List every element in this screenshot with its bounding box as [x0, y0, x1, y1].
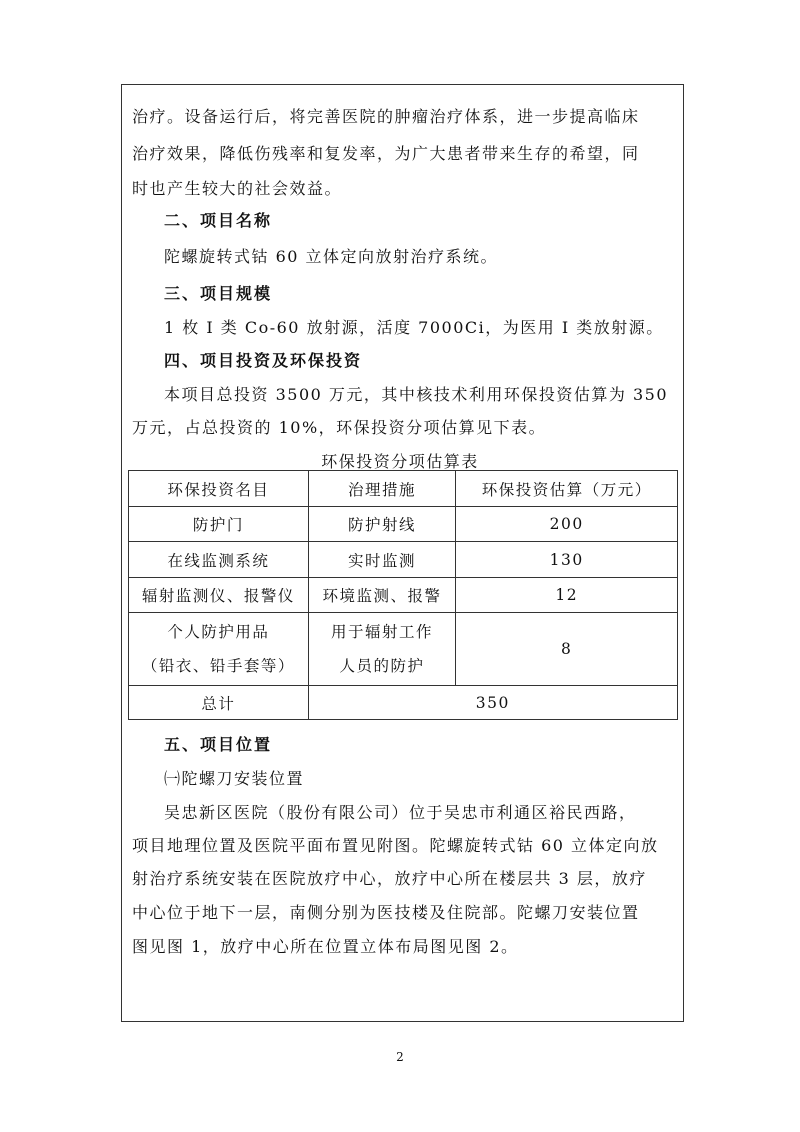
table-cell: 130: [456, 542, 678, 578]
table-row: [129, 542, 678, 578]
section-heading-project-name: 二、项目名称: [164, 211, 273, 230]
table-cell: 200: [456, 507, 678, 542]
table-row: [129, 507, 678, 542]
intro-line-3: 时也产生较大的社会效益。: [132, 179, 343, 198]
table-header-item: 环保投资名目: [129, 471, 309, 507]
table-row: [129, 578, 678, 613]
section-heading-project-scale: 三、项目规模: [164, 284, 273, 303]
section-heading-investment: 四、项目投资及环保投资: [164, 351, 363, 370]
table-total-value: 350: [308, 686, 677, 720]
table-cell-personal-protection: [129, 613, 309, 686]
table-caption: 环保投资分项估算表: [321, 452, 479, 471]
table-total-label: 总计: [129, 686, 309, 720]
cell-line: 个人防护用品: [167, 623, 270, 641]
table-cell-protection-purpose: [308, 613, 456, 686]
project-name-text: 陀螺旋转式钴 60 立体定向放射治疗系统。: [164, 247, 499, 266]
table-row: [129, 613, 678, 686]
table-cell: 12: [456, 578, 678, 613]
investment-line-2: 万元，占总投资的 10%，环保投资分项估算见下表。: [132, 418, 547, 437]
cell-line: 用于辐射工作: [331, 623, 434, 641]
location-line-5: 图见图 1，放疗中心所在位置立体布局图见图 2。: [132, 937, 519, 956]
table-cell: 防护射线: [308, 507, 456, 542]
table-cell: 8: [456, 613, 678, 686]
section-heading-location: 五、项目位置: [164, 735, 273, 754]
table-cell: 实时监测: [308, 542, 456, 578]
cell-line: 人员的防护: [339, 657, 425, 675]
table-cell: 环境监测、报警: [308, 578, 456, 613]
location-line-2: 项目地理位置及医院平面布置见附图。陀螺旋转式钴 60 立体定向放: [132, 836, 659, 855]
intro-line-1: 治疗。设备运行后，将完善医院的肿瘤治疗体系，进一步提高临床: [132, 107, 640, 126]
page-number: 2: [396, 1050, 404, 1064]
table-total-row: [129, 686, 678, 720]
location-line-1: 吴忠新区医院（股份有限公司）位于吴忠市利通区裕民西路，: [164, 803, 637, 822]
table-cell: 辐射监测仪、报警仪: [129, 578, 309, 613]
location-line-4: 中心位于地下一层，南侧分别为医技楼及住院部。陀螺刀安装位置: [132, 903, 640, 922]
location-line-3: 射治疗系统安装在医院放疗中心，放疗中心所在楼层共 3 层，放疗: [132, 869, 647, 888]
table-cell: 在线监测系统: [129, 542, 309, 578]
table-cell: 防护门: [129, 507, 309, 542]
intro-line-2: 治疗效果，降低伤残率和复发率，为广大患者带来生存的希望，同: [132, 144, 640, 163]
table-header-estimate: 环保投资估算（万元）: [456, 471, 678, 507]
investment-table: [128, 470, 678, 720]
location-subheading: ㈠陀螺刀安装位置: [164, 769, 305, 788]
cell-line: （铅衣、铅手套等）: [141, 657, 295, 675]
table-header-measure: 治理措施: [308, 471, 456, 507]
investment-line-1: 本项目总投资 3500 万元，其中核技术利用环保投资估算为 350: [164, 385, 669, 404]
table-header-row: [129, 471, 678, 507]
project-scale-text: 1 枚 I 类 Co-60 放射源，活度 7000Ci，为医用 I 类放射源。: [164, 318, 664, 337]
